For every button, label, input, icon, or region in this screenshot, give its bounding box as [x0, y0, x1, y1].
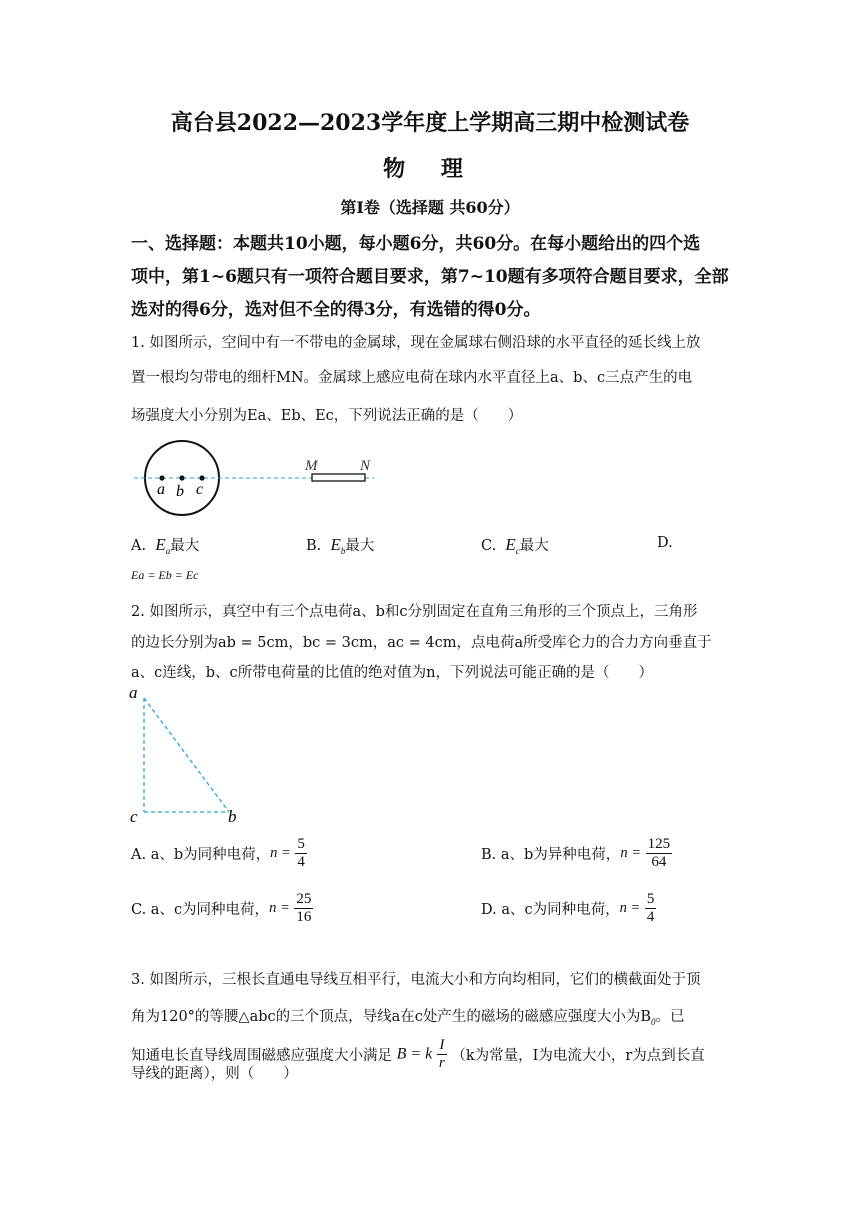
q1-option-d-formula: Ea = Eb = Ec	[131, 568, 199, 582]
rod-MN	[312, 474, 365, 481]
exam-title: 高台县2022—2023学年度上学期高三期中检测试卷	[170, 110, 690, 136]
q2-option-c[interactable]: C. a、c为同种电荷，n = $\frac{25}{16}$	[131, 891, 312, 925]
q2-line-1: 2. 如图所示，真空中有三个点电荷a、b和c分别固定在直角三角形的三个顶点上，三角形	[131, 604, 698, 620]
instruction-line-2: 项中，第1~6题只有一项符合题目要求，第7~10题有多项符合题目要求，全部	[131, 267, 729, 287]
q2-line-3: a、c连线，b、c所带电荷量的比值的绝对值为n，下列说法可能正确的是（ ）	[131, 665, 654, 681]
side-ab	[144, 698, 229, 812]
q2-line-2: 的边长分别为ab = 5cm，bc = 3cm，ac = 4cm，点电荷a所受库仑力的合力方向垂直于	[131, 635, 712, 651]
q3-line-1: 3. 如图所示，三根长直通电导线互相平行，电流大小和方向均相同，它们的横截面处于顶	[131, 972, 701, 988]
instruction-line-1: 一、选择题：本题共10小题，每小题6分，共60分。在每小题给出的四个选	[131, 234, 701, 254]
q2-figure	[124, 680, 254, 830]
q3-line-4: 导线的距离），则（ ）	[131, 1066, 298, 1082]
label-b: b	[176, 483, 184, 500]
q3-line-3: 知通电长直导线周围磁感应强度大小满足 B = k $\frac{I}{r}$ （k为常量，I为电流大小，r为点到长直	[131, 1037, 705, 1071]
q1-figure	[128, 438, 388, 518]
vertex-label-a: a	[129, 683, 138, 702]
q1-option-d-key[interactable]: D.	[657, 535, 673, 551]
q2-option-a[interactable]: A. a、b为同种电荷，n = $\frac{5}{4}$	[131, 836, 305, 870]
q1-line-3: 场强度大小分别为Ea、Eb、Ec，下列说法正确的是（ ）	[131, 408, 523, 424]
vertex-label-c: c	[130, 807, 138, 826]
q1-option-b[interactable]: B. $E_b$最大	[306, 535, 375, 556]
q3-line-2: 角为120°的等腰△abc的三个顶点，导线a在c处产生的磁场的磁感应强度大小为$B_0$。已	[131, 1009, 685, 1027]
section-title: 第Ⅰ卷（选择题 共60分）	[340, 198, 520, 217]
q1-option-c[interactable]: C. $E_c$最大	[481, 535, 549, 556]
q2-option-d[interactable]: D. a、c为同种电荷，n = $\frac{5}{4}$	[481, 891, 655, 925]
label-M: M	[305, 458, 318, 474]
point-b	[179, 475, 184, 480]
label-c: c	[196, 481, 204, 498]
q2-option-b[interactable]: B. a、b为异种电荷，n = $\frac{125}{64}$	[481, 836, 671, 870]
point-a	[159, 475, 164, 480]
vertex-label-b: b	[228, 807, 237, 826]
q1-line-1: 1. 如图所示，空间中有一不带电的金属球，现在金属球右侧沿球的水平直径的延长线上放	[131, 335, 701, 351]
q1-option-a[interactable]: A. $E_a$最大	[131, 535, 200, 556]
instruction-line-3: 选对的得6分，选对但不全的得3分，有选错的得0分。	[131, 300, 541, 320]
subject-title: 物 理	[383, 156, 477, 182]
q1-line-2: 置一根均匀带电的细杆MN。金属球上感应电荷在球内水平直径上a、b、c三点产生的电	[131, 370, 693, 386]
label-N: N	[360, 458, 371, 474]
label-a: a	[157, 481, 165, 498]
point-c	[199, 475, 204, 480]
